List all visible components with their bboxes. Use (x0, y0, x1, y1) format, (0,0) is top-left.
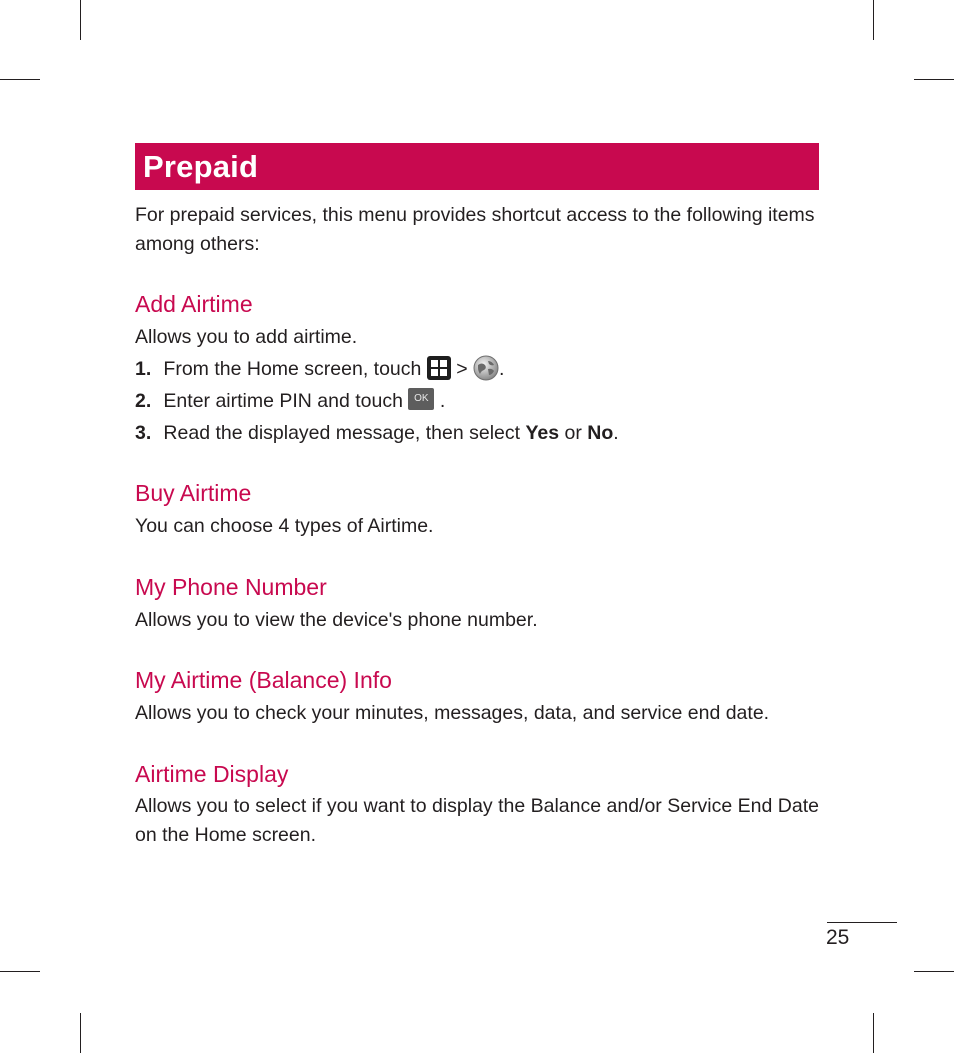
crop-mark (914, 79, 954, 80)
section-heading-add-airtime: Add Airtime (135, 291, 253, 317)
step-text: Enter airtime PIN and touch (163, 390, 403, 412)
page-number-rule (827, 922, 897, 923)
crop-mark (0, 971, 40, 972)
no-option: No (587, 422, 614, 444)
crop-mark (80, 0, 81, 40)
step-text: Read the displayed message, then select (163, 422, 521, 444)
step-end: . (439, 390, 446, 412)
step-end: . (499, 358, 505, 380)
crop-mark (80, 1013, 81, 1053)
intro-text: For prepaid services, this menu provides shortcut access to the following items among others: (135, 204, 815, 255)
step-number: 3. (135, 422, 152, 444)
balance-info-description: Allows you to check your minutes, messages, data, and service end date. (135, 702, 770, 724)
add-airtime-description: Allows you to add airtime. (135, 326, 358, 348)
page-title: Prepaid (143, 148, 259, 184)
section-heading-balance-info: My Airtime (Balance) Info (135, 667, 392, 693)
step-separator: > (456, 358, 468, 380)
section-heading-buy-airtime: Buy Airtime (135, 480, 252, 506)
section-heading-airtime-display: Airtime Display (135, 761, 289, 787)
my-phone-number-description: Allows you to view the device's phone number. (135, 609, 538, 631)
page-number: 25 (826, 926, 850, 949)
ok-key-icon: OK (408, 388, 434, 410)
step-end: . (613, 422, 619, 444)
prepaid-globe-icon (473, 355, 499, 381)
crop-mark (873, 1013, 874, 1053)
step-number: 1. (135, 358, 152, 380)
title-banner (135, 143, 819, 190)
section-heading-my-phone-number: My Phone Number (135, 574, 327, 600)
crop-mark (873, 0, 874, 40)
airtime-display-description: Allows you to select if you want to display the Balance and/or Service End Date on the Home screen. (135, 795, 819, 846)
step-3 (135, 419, 619, 448)
crop-mark (0, 79, 40, 80)
buy-airtime-description: You can choose 4 types of Airtime. (135, 515, 434, 537)
yes-option: Yes (525, 422, 560, 444)
step-2 (135, 387, 445, 416)
or-text: or (564, 422, 582, 444)
step-1 (135, 355, 504, 384)
step-text: From the Home screen, touch (163, 358, 422, 380)
step-number: 2. (135, 390, 152, 412)
apps-grid-icon (427, 356, 451, 380)
crop-mark (914, 971, 954, 972)
